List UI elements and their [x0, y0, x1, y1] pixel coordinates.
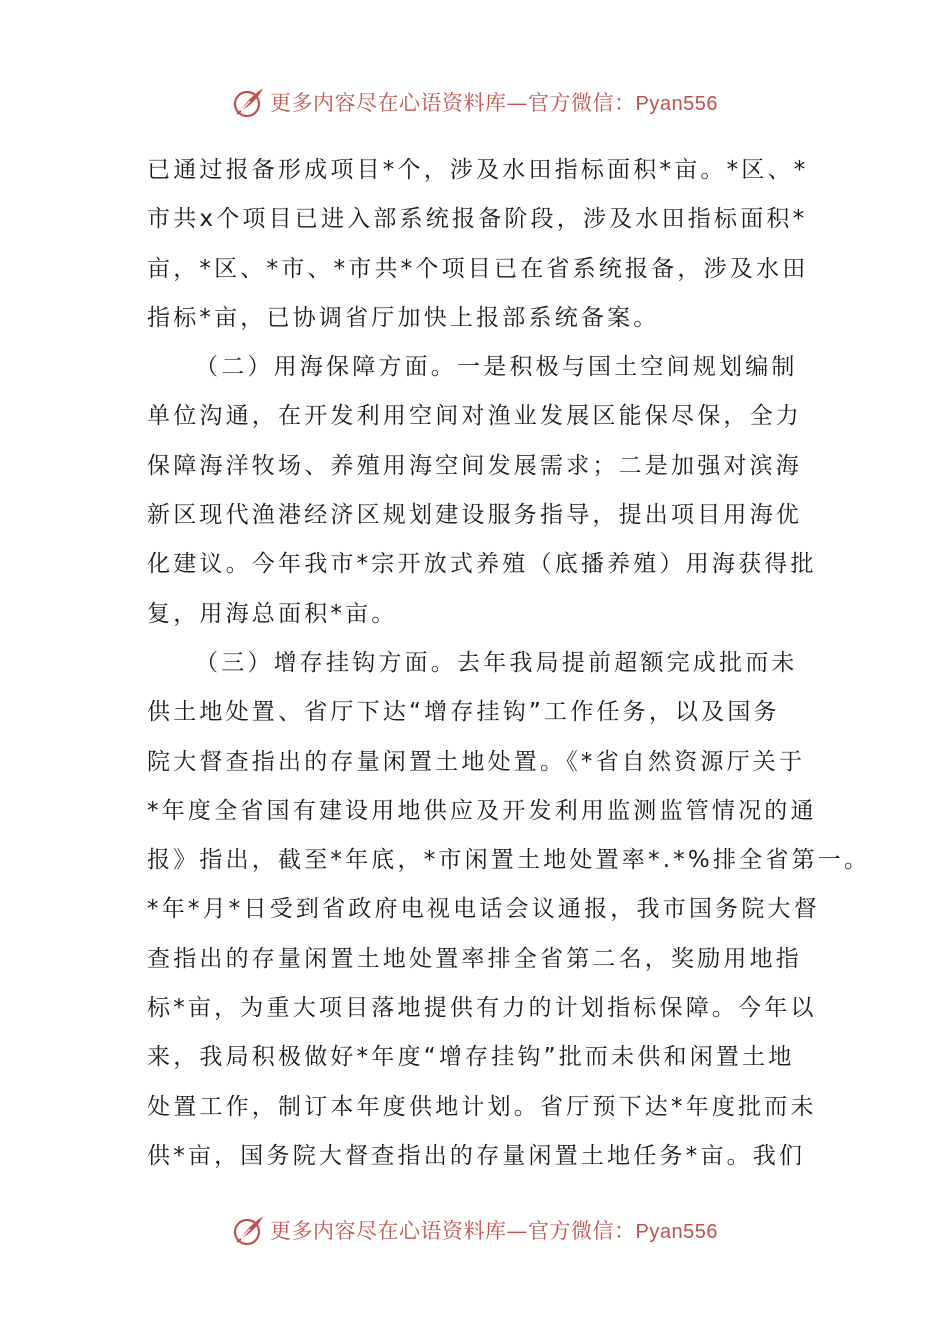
- footer-banner: [0, 1210, 950, 1250]
- banner-text: 更多内容尽在心语资料库—官方微信：Pyan556: [270, 91, 718, 115]
- banner-text: 更多内容尽在心语资料库—官方微信：Pyan556: [270, 1219, 718, 1243]
- text-line: 来，我局积极做好*年度“增存挂钩”批而未供和闲置土地: [147, 1044, 795, 1071]
- quill-pen-logo-icon: [232, 1213, 266, 1247]
- document-body: [147, 146, 871, 1181]
- text-line: 保障海洋牧场、养殖用海空间发展需求；二是加强对滨海: [147, 452, 802, 479]
- text-line: 单位沟通，在开发利用空间对渔业发展区能保尽保，全力: [147, 403, 802, 430]
- quill-pen-logo-icon: [232, 85, 266, 119]
- text-line: 供土地处置、省厅下达“增存挂钩”工作任务，以及国务: [147, 699, 780, 726]
- text-line: 供*亩，国务院大督查指出的存量闲置土地任务*亩。我们: [147, 1142, 806, 1169]
- text-line: 处置工作，制订本年度供地计划。省厅预下达*年度批而未: [147, 1093, 817, 1120]
- text-line: 院大督查指出的存量闲置土地处置。《*省自然资源厅关于: [147, 748, 806, 775]
- section-heading-line: （二）用海保障方面。一是积极与国土空间规划编制: [195, 354, 798, 381]
- text-line: *年*月*日受到省政府电视电话会议通报，我市国务院大督: [147, 896, 820, 923]
- text-line: 指标*亩，已协调省厅加快上报部系统备案。: [147, 304, 660, 331]
- wechat-handle: Pyan556: [635, 93, 718, 115]
- header-banner: [0, 82, 950, 122]
- text-line: 化建议。今年我市*宗开放式养殖（底播养殖）用海获得批: [147, 551, 817, 578]
- text-line: 复，用海总面积*亩。: [147, 600, 398, 627]
- wechat-handle: Pyan556: [635, 1221, 718, 1243]
- text-line: 标*亩，为重大项目落地提供有力的计划指标保障。今年以: [147, 995, 817, 1022]
- text-line: 亩，*区、*市、*市共*个项目已在省系统报备，涉及水田: [147, 255, 809, 282]
- text-line: 查指出的存量闲置土地处置率排全省第二名，奖励用地指: [147, 945, 802, 972]
- text-line: 市共x个项目已进入部系统报备阶段，涉及水田指标面积*: [147, 206, 808, 233]
- text-line: 新区现代渔港经济区规划建设服务指导，提出项目用海优: [147, 502, 802, 529]
- text-line: 已通过报备形成项目*个，涉及水田指标面积*亩。*区、*: [147, 157, 809, 183]
- section-heading-line: （三）增存挂钩方面。去年我局提前超额完成批而未: [195, 649, 798, 676]
- text-line: *年度全省国有建设用地供应及开发利用监测监管情况的通: [147, 797, 817, 824]
- text-line: 报》指出，截至*年底，*市闲置土地处置率*.*%排全省第一。: [147, 847, 871, 874]
